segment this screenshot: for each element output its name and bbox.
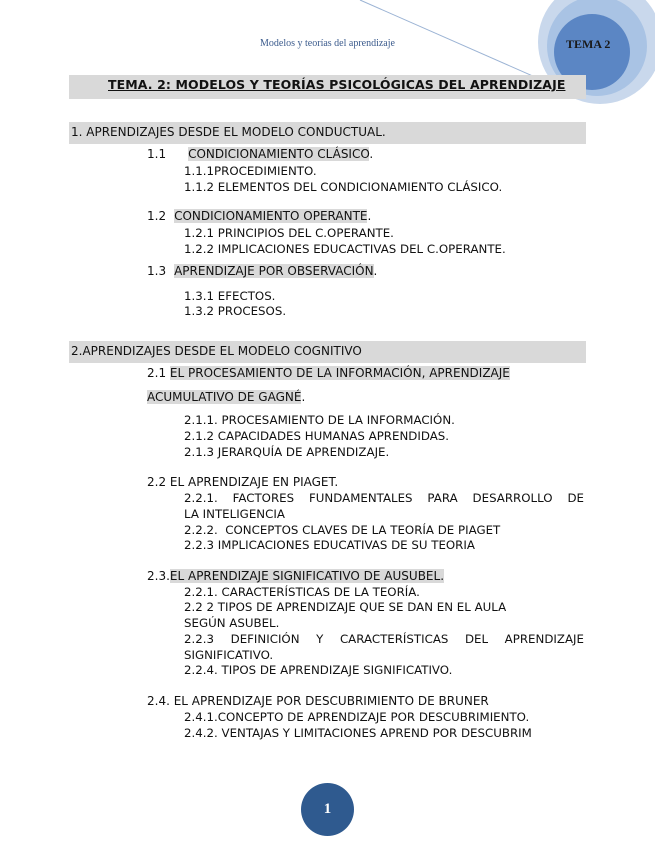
subsection-2-3-num: 2.3. [147, 569, 170, 583]
subsection-1-2-period: . [367, 209, 372, 223]
item-2-3-3-line1: 2.2.3 DEFINICIÓN Y CARACTERÍSTICAS DEL APRENDIZAJE [184, 632, 584, 646]
item-2-2-1-line2: LA INTELIGENCIA [184, 507, 285, 521]
item-2-3-1: 2.2.1. CARACTERÍSTICAS DE LA TEORÍA. [184, 585, 420, 599]
subsection-1-3-num: 1.3 [147, 264, 167, 278]
subsection-2-1-num: 2.1 [147, 366, 167, 380]
item-2-3-2-line1: 2.2 2 TIPOS DE APRENDIZAJE QUE SE DAN EN EL AULA [184, 600, 507, 614]
page-number-badge [301, 783, 354, 836]
item-1-2-2: 1.2.2 IMPLICACIONES EDUCACTIVAS DEL C.OPERANTE. [184, 242, 506, 256]
item-2-3-2-line2: SEGÚN ASUBEL. [184, 616, 280, 630]
subsection-1-2 [147, 209, 371, 223]
subsection-2-1-title-line2: ACUMULATIVO DE GAGNÉ [147, 390, 302, 404]
subsection-2-3 [147, 569, 444, 583]
section-2-title: 2.APRENDIZAJES DESDE EL MODELO COGNITIVO [71, 344, 362, 358]
item-2-3-3-line2: SIGNIFICATIVO. [184, 648, 274, 662]
item-2-1-2: 2.1.2 CAPACIDADES HUMANAS APRENDIDAS. [184, 429, 450, 443]
item-2-2-2: 2.2.2. CONCEPTOS CLAVES DE LA TEORÍA DE PIAGET [184, 523, 501, 537]
item-1-2-1: 1.2.1 PRINCIPIOS DEL C.OPERANTE. [184, 226, 394, 240]
item-2-3-4: 2.2.4. TIPOS DE APRENDIZAJE SIGNIFICATIVO. [184, 663, 453, 677]
item-1-3-2: 1.3.2 PROCESOS. [184, 304, 287, 318]
main-title: TEMA. 2: MODELOS Y TEORÍAS PSICOLÓGICAS DEL APRENDIZAJE [108, 77, 566, 92]
item-1-1-1: 1.1.1PROCEDIMIENTO. [184, 164, 317, 178]
header-title: Modelos y teorías del aprendizaje [260, 38, 395, 49]
section-1-title: 1. APRENDIZAJES DESDE EL MODELO CONDUCTUAL. [71, 125, 386, 139]
item-2-4-2: 2.4.2. VENTAJAS Y LIMITACIONES APREND POR DESCUBRIM [184, 726, 532, 740]
page-number: 1 [323, 801, 332, 817]
subsection-2-3-title: EL APRENDIZAJE SIGNIFICATIVO DE AUSUBEL. [169, 569, 445, 583]
subsection-1-1 [147, 147, 373, 161]
item-2-1-1: 2.1.1. PROCESAMIENTO DE LA INFORMACIÓN. [184, 413, 455, 427]
subsection-1-1-period: . [369, 147, 374, 161]
subsection-1-2-title: CONDICIONAMIENTO OPERANTE [174, 209, 368, 223]
header-corner-decoration [0, 0, 655, 120]
tema-badge: TEMA 2 [566, 37, 611, 51]
item-2-2-3: 2.2.3 IMPLICACIONES EDUCATIVAS DE SU TEORIA [184, 538, 475, 552]
item-2-4-1: 2.4.1.CONCEPTO DE APRENDIZAJE POR DESCUBRIMIENTO. [184, 710, 530, 724]
subsection-1-2-num: 1.2 [147, 209, 167, 223]
item-2-2-1-line1: 2.2.1. FACTORES FUNDAMENTALES PARA DESARROLLO DE [184, 491, 584, 505]
subsection-1-1-num: 1.1 [147, 147, 167, 161]
item-1-1-2: 1.1.2 ELEMENTOS DEL CONDICIONAMIENTO CLÁSICO. [184, 180, 503, 194]
subsection-1-3-title: APRENDIZAJE POR OBSERVACIÓN [174, 264, 374, 278]
item-2-1-3: 2.1.3 JERARQUÍA DE APRENDIZAJE. [184, 445, 390, 459]
subsection-1-1-title: CONDICIONAMIENTO CLÁSICO [188, 147, 370, 161]
subsection-2-2-title: 2.2 EL APRENDIZAJE EN PIAGET. [147, 475, 339, 489]
subsection-1-3 [147, 264, 377, 278]
subsection-2-1-period: . [301, 390, 306, 404]
subsection-1-3-period: . [373, 264, 378, 278]
subsection-2-1-line1 [147, 366, 510, 380]
item-1-3-1: 1.3.1 EFECTOS. [184, 289, 276, 303]
subsection-2-4-title: 2.4. EL APRENDIZAJE POR DESCUBRIMIENTO DE BRUNER [147, 694, 489, 708]
subsection-2-1-title-line1: EL PROCESAMIENTO DE LA INFORMACIÓN, APRENDIZAJE [169, 366, 510, 380]
subsection-2-1-line2 [147, 390, 305, 404]
